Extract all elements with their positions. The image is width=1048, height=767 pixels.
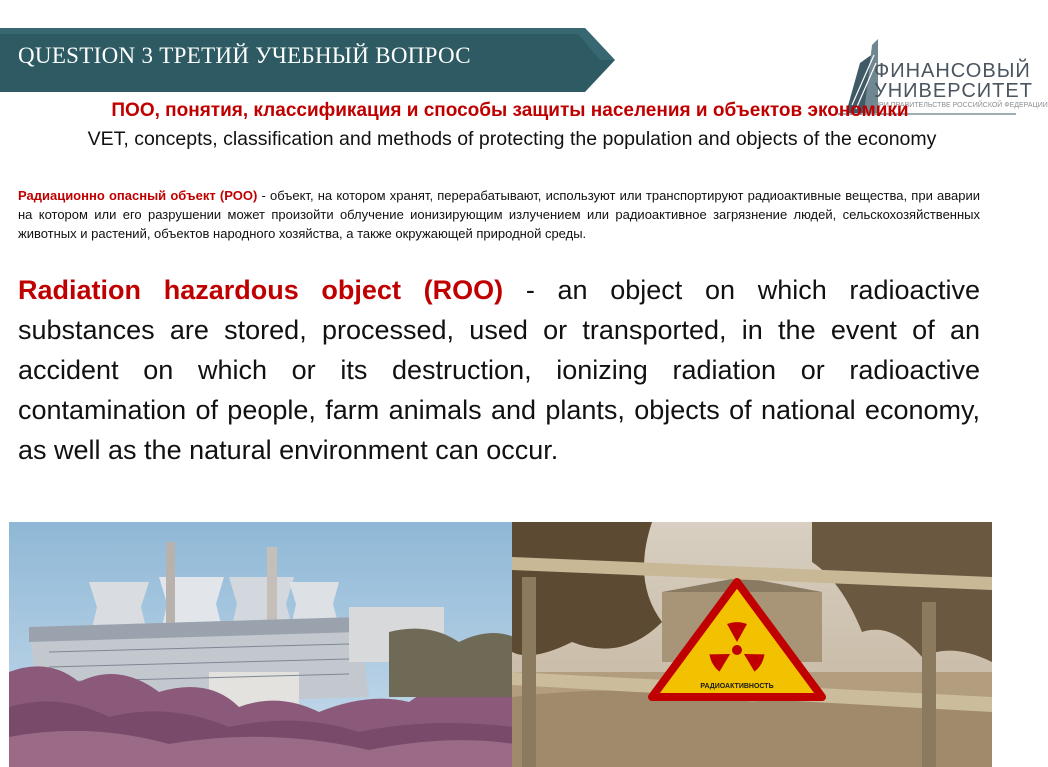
definition-english [18, 270, 980, 470]
slide-title: QUESTION 3 ТРЕТИЙ УЧЕБНЫЙ ВОПРОС [18, 43, 471, 68]
logo-subtitle: ПРИ ПРАВИТЕЛЬСТВЕ РОССИЙСКОЙ ФЕДЕРАЦИИ [874, 102, 1048, 109]
definition-english-text: - an object on which radioactive substances are stored, processed, used or transported, in the event of an accident on which or its destruction, ionizing radiation or radioactive contamination of people, farm animals and plants, objects of national economy, as well as the natural environment can occur. [18, 275, 981, 465]
heading-russian: ПОО, понятия, классификация и способы защиты населения и объектов экономики [111, 100, 909, 121]
definition-english-term: Radiation hazardous object (ROO) [18, 275, 504, 305]
heading-english: VET, concepts, classification and methods of protecting the population and objects of the economy [87, 128, 937, 150]
radiation-warning-sign-photo [512, 522, 992, 767]
nuclear-power-plant-photo [9, 522, 514, 767]
definition-russian-text: - объект, на котором хранят, перерабатывают, используют или транспортируют радиоактивные вещества, при аварии на котором или его разрушении может произойти облучение ионизирующим излучением или радиоактивное загрязнение людей, сельскохозяйственных животных и растений, объектов народного хозяйства, а также окружающей природной среды. [18, 188, 980, 241]
logo-text-line2: УНИВЕРСИТЕТ [874, 80, 1033, 102]
definition-russian [18, 186, 980, 243]
logo-text-line1: ФИНАНСОВЫЙ [874, 60, 1031, 82]
definition-russian-term: Радиационно опасный объект (РОО) [18, 188, 258, 203]
sign-label: РАДИОАКТИВНОСТЬ [700, 683, 774, 690]
